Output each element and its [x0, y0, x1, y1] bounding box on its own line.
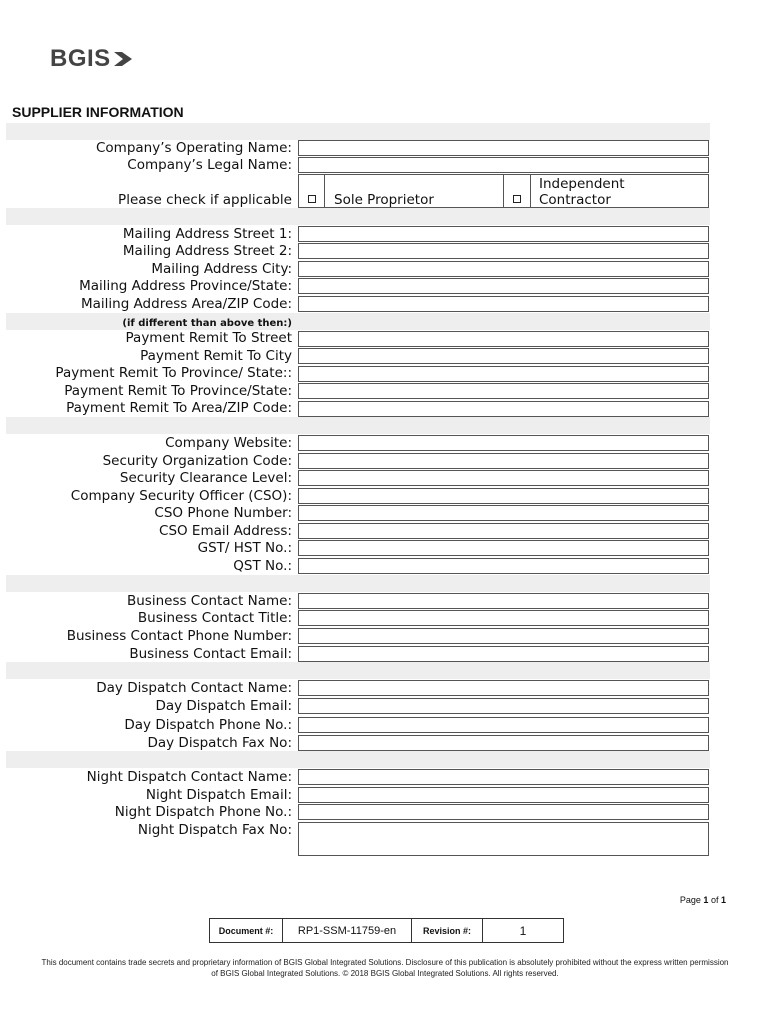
mailing-province-label: Mailing Address Province/State: [79, 278, 292, 294]
page-of: of [710, 895, 719, 905]
night-dispatch-name-label: Night Dispatch Contact Name: [86, 769, 292, 785]
contractor-label-line2: Contractor [539, 192, 611, 208]
cso-phone-field[interactable] [298, 505, 709, 521]
business-title-field[interactable] [298, 610, 709, 626]
logo-arrow-icon [114, 50, 134, 68]
section-band [6, 751, 710, 768]
business-phone-field[interactable] [298, 628, 709, 644]
day-dispatch-email-field[interactable] [298, 698, 709, 714]
night-dispatch-fax-field[interactable] [298, 822, 709, 856]
remit-note: (if different than above then:) [122, 318, 292, 329]
business-email-field[interactable] [298, 646, 709, 662]
legal-name-label: Company’s Legal Name: [127, 157, 292, 173]
remit-province-label: Payment Remit To Province/ State:: [55, 365, 292, 381]
section-band [6, 417, 710, 434]
security-clearance-label: Security Clearance Level: [119, 470, 292, 486]
night-dispatch-fax-label: Night Dispatch Fax No: [137, 822, 292, 838]
page-total: 1 [720, 895, 726, 905]
remit-zip-field[interactable] [298, 401, 709, 417]
business-email-label: Business Contact Email: [129, 646, 292, 662]
night-dispatch-phone-field[interactable] [298, 804, 709, 820]
company-website-field[interactable] [298, 435, 709, 451]
security-org-code-label: Security Organization Code: [102, 453, 292, 469]
legal-name-field[interactable] [298, 157, 709, 173]
footer-disclaimer: This document contains trade secrets and proprietary information of BGIS Global Integrated Solutions. Disclosure of this publication is absolutely prohibited without the express written permission of BGIS Global Integrated Solutions. © 2018 BGIS Global Integrated Solutions. All rights reserved. [41, 958, 729, 978]
night-dispatch-name-field[interactable] [298, 769, 709, 785]
remit-zip-label: Payment Remit To Area/ZIP Code: [66, 400, 292, 416]
cso-email-label: CSO Email Address: [159, 523, 292, 539]
page-number [680, 895, 726, 905]
section-band [6, 575, 710, 592]
day-dispatch-name-field[interactable] [298, 680, 709, 696]
day-dispatch-fax-field[interactable] [298, 735, 709, 751]
sole-proprietor-option [324, 174, 504, 208]
business-phone-label: Business Contact Phone Number: [66, 628, 292, 644]
mailing-city-label: Mailing Address City: [151, 261, 292, 277]
cso-email-field[interactable] [298, 523, 709, 539]
section-band [6, 123, 710, 140]
page-prefix: Page [679, 895, 701, 905]
page-title: SUPPLIER INFORMATION [12, 104, 184, 120]
mailing-street2-field[interactable] [298, 243, 709, 259]
mailing-zip-field[interactable] [298, 296, 709, 312]
remit-province2-label: Payment Remit To Province/State: [64, 383, 292, 399]
independent-contractor-option [530, 174, 709, 208]
night-dispatch-email-field[interactable] [298, 787, 709, 803]
day-dispatch-phone-label: Day Dispatch Phone No.: [124, 717, 292, 733]
cso-label: Company Security Officer (CSO): [70, 488, 292, 504]
check-applicable-label: Please check if applicable [118, 192, 292, 208]
mailing-street1-label: Mailing Address Street 1: [122, 226, 292, 242]
day-dispatch-phone-field[interactable] [298, 717, 709, 733]
mailing-province-field[interactable] [298, 278, 709, 294]
bgis-logo [50, 44, 134, 74]
independent-contractor-checkbox[interactable] [513, 195, 521, 203]
document-number-value: RP1-SSM-11759-en [283, 919, 412, 942]
business-name-label: Business Contact Name: [126, 593, 292, 609]
security-clearance-field[interactable] [298, 470, 709, 486]
remit-street-label: Payment Remit To Street [125, 330, 292, 346]
remit-street-field[interactable] [298, 331, 709, 347]
company-website-label: Company Website: [165, 435, 292, 451]
night-dispatch-email-label: Night Dispatch Email: [145, 787, 292, 803]
section-band [6, 208, 710, 225]
revision-value: 1 [519, 923, 527, 938]
day-dispatch-email-label: Day Dispatch Email: [155, 698, 292, 714]
mailing-street1-field[interactable] [298, 226, 709, 242]
cso-field[interactable] [298, 488, 709, 504]
mailing-city-field[interactable] [298, 261, 709, 277]
revision-label: Revision #: [412, 919, 483, 942]
gst-label: GST/ HST No.: [197, 540, 292, 556]
sole-proprietor-checkbox-cell[interactable] [298, 174, 325, 208]
mailing-street2-label: Mailing Address Street 2: [122, 243, 292, 259]
sole-proprietor-label: Sole Proprietor [334, 192, 434, 208]
mailing-zip-label: Mailing Address Area/ZIP Code: [80, 296, 292, 312]
day-dispatch-fax-label: Day Dispatch Fax No: [147, 735, 292, 751]
remit-province-field[interactable] [298, 366, 709, 382]
business-name-field[interactable] [298, 593, 709, 609]
independent-contractor-checkbox-cell[interactable] [503, 174, 531, 208]
independent-label-line1: Independent [539, 176, 625, 192]
security-org-code-field[interactable] [298, 453, 709, 469]
remit-province2-field[interactable] [298, 383, 709, 399]
page-current: 1 [703, 895, 709, 905]
day-dispatch-name-label: Day Dispatch Contact Name: [96, 680, 292, 696]
business-title-label: Business Contact Title: [137, 610, 292, 626]
operating-name-label: Company’s Operating Name: [95, 140, 292, 156]
cso-phone-label: CSO Phone Number: [154, 505, 292, 521]
remit-city-field[interactable] [298, 348, 709, 364]
document-number-label: Document #: [210, 919, 283, 942]
document-info-table [209, 918, 564, 943]
qst-label: QST No.: [233, 558, 292, 574]
logo-text: BGIS [50, 45, 111, 72]
night-dispatch-phone-label: Night Dispatch Phone No.: [114, 804, 292, 820]
gst-field[interactable] [298, 540, 709, 556]
section-band [6, 662, 710, 679]
section-band [6, 313, 710, 330]
sole-proprietor-checkbox[interactable] [308, 195, 316, 203]
remit-city-label: Payment Remit To City [140, 348, 292, 364]
operating-name-field[interactable] [298, 140, 709, 156]
qst-field[interactable] [298, 558, 709, 574]
